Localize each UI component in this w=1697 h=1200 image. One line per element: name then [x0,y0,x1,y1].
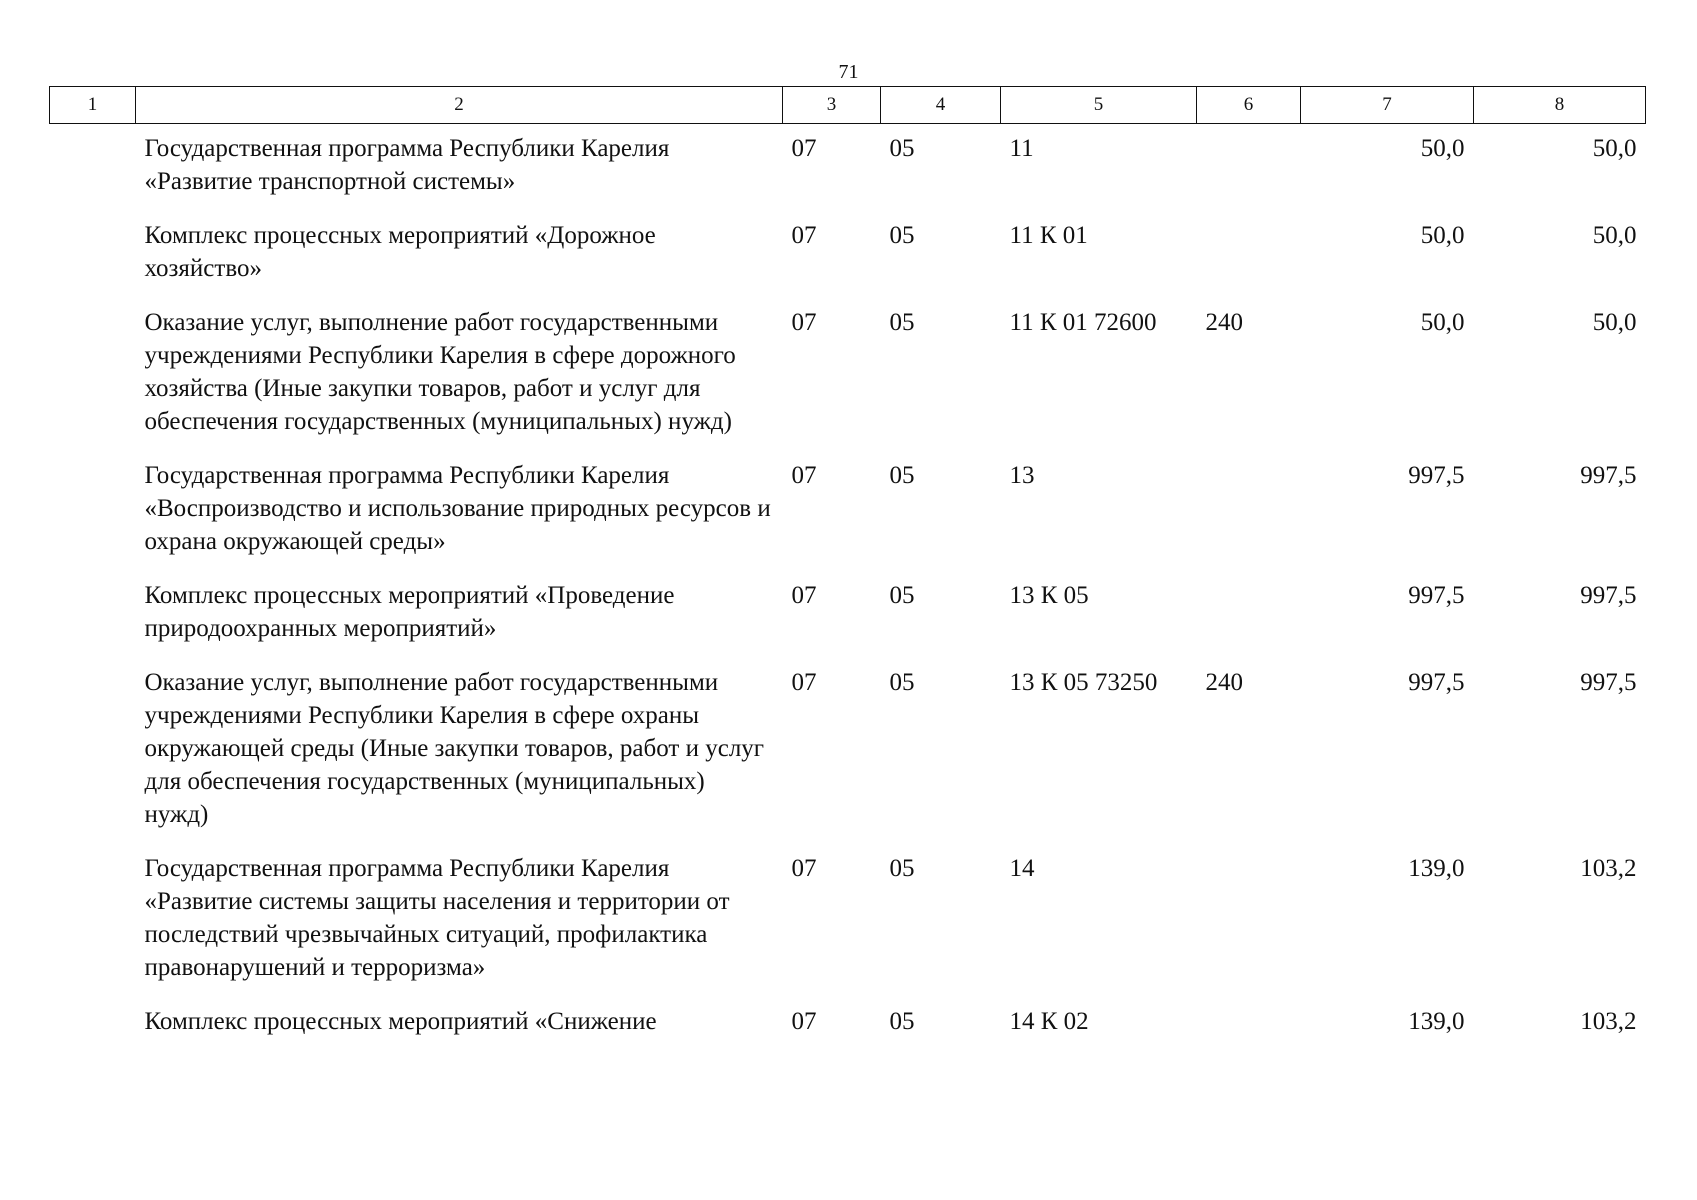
target-code-cell: 11 [1009,135,1034,162]
header-col-4: 4 [881,87,1001,124]
table-header [50,87,1646,124]
section-code-cell: 07 [791,309,817,336]
row-number-cell [50,298,136,451]
expense-type-cell [1197,997,1301,1051]
section-code-cell: 07 [791,1008,817,1035]
row-name-cell: Комплекс процессных мероприятий «Снижение [144,1008,657,1035]
page-number: 71 [838,61,859,83]
amount-col7-cell: 50,0 [1420,222,1465,249]
subsection-code-cell: 05 [889,222,915,249]
target-code-cell: 11 К 01 [1009,222,1088,249]
section-code-cell: 07 [791,462,817,489]
row-number-cell [50,844,136,997]
subsection-code-cell: 05 [889,1008,915,1035]
amount-col7-cell: 997,5 [1408,462,1465,489]
table-row [50,451,1646,571]
row-name-cell: Оказание услуг, выполнение работ государственными учреждениями Республики Карелия в сфере охраны окружающей среды (Иные закупки товаров, работ и услуг для обеспечения государственных (муниципальных) нужд) [144,669,765,828]
amount-col7-cell: 997,5 [1408,582,1465,609]
amount-col8-cell: 997,5 [1580,669,1637,696]
expense-type-cell: 240 [1205,309,1243,336]
expense-type-cell: 240 [1205,669,1243,696]
subsection-code-cell: 05 [889,309,915,336]
header-col-1: 1 [50,87,136,124]
table-row [50,658,1646,844]
amount-col8-cell: 103,2 [1580,855,1637,882]
amount-col8-cell: 50,0 [1592,222,1637,249]
expense-type-cell [1197,451,1301,571]
subsection-code-cell: 05 [889,669,915,696]
amount-col8-cell: 50,0 [1592,309,1637,336]
expense-type-cell [1197,124,1301,212]
header-col-7: 7 [1301,87,1474,124]
row-number-cell [50,451,136,571]
expense-type-cell [1197,571,1301,658]
table-row [50,844,1646,997]
row-number-cell [50,997,136,1051]
row-name-cell: Государственная программа Республики Карелия «Воспроизводство и использование природных ресурсов и охрана окружающей среды» [144,462,771,555]
row-name-cell: Государственная программа Республики Карелия «Развитие системы защиты населения и территории от последствий чрезвычайных ситуаций, профилактика правонарушений и терроризма» [144,855,730,981]
row-number-cell [50,124,136,212]
section-code-cell: 07 [791,855,817,882]
header-col-5: 5 [1001,87,1197,124]
table-body [50,124,1646,1052]
section-code-cell: 07 [791,222,817,249]
table-row [50,997,1646,1051]
subsection-code-cell: 05 [889,855,915,882]
amount-col7-cell: 139,0 [1408,1008,1465,1035]
target-code-cell: 11 К 01 72600 [1009,309,1157,336]
target-code-cell: 13 [1009,462,1035,489]
amount-col8-cell: 103,2 [1580,1008,1637,1035]
subsection-code-cell: 05 [889,462,915,489]
amount-col7-cell: 139,0 [1408,855,1465,882]
table-row [50,298,1646,451]
amount-col7-cell: 50,0 [1420,135,1465,162]
header-row [50,87,1646,124]
section-code-cell: 07 [791,582,817,609]
expense-type-cell [1197,211,1301,298]
amount-col8-cell: 997,5 [1580,582,1637,609]
row-name-cell: Комплекс процессных мероприятий «Дорожное хозяйство» [144,222,656,282]
header-col-6: 6 [1197,87,1301,124]
row-name-cell: Государственная программа Республики Карелия «Развитие транспортной системы» [144,135,670,195]
expense-type-cell [1197,844,1301,997]
target-code-cell: 13 К 05 [1009,582,1089,609]
amount-col7-cell: 997,5 [1408,669,1465,696]
target-code-cell: 14 [1009,855,1035,882]
amount-col7-cell: 50,0 [1420,309,1465,336]
row-number-cell [50,658,136,844]
header-col-2: 2 [136,87,783,124]
target-code-cell: 14 К 02 [1009,1008,1089,1035]
target-code-cell: 13 К 05 73250 [1009,669,1158,696]
header-col-3: 3 [783,87,881,124]
row-number-cell [50,571,136,658]
subsection-code-cell: 05 [889,582,915,609]
header-col-8: 8 [1474,87,1646,124]
table-row [50,211,1646,298]
amount-col8-cell: 50,0 [1592,135,1637,162]
section-code-cell: 07 [791,135,817,162]
row-name-cell: Комплекс процессных мероприятий «Проведение природоохранных мероприятий» [144,582,675,642]
amount-col8-cell: 997,5 [1580,462,1637,489]
subsection-code-cell: 05 [889,135,915,162]
row-name-cell: Оказание услуг, выполнение работ государственными учреждениями Республики Карелия в сфере дорожного хозяйства (Иные закупки товаров, работ и услуг для обеспечения государственных (муниципальных) нужд) [144,309,736,435]
budget-table [49,86,1646,1051]
section-code-cell: 07 [791,669,817,696]
row-number-cell [50,211,136,298]
table-row [50,124,1646,212]
table-row [50,571,1646,658]
